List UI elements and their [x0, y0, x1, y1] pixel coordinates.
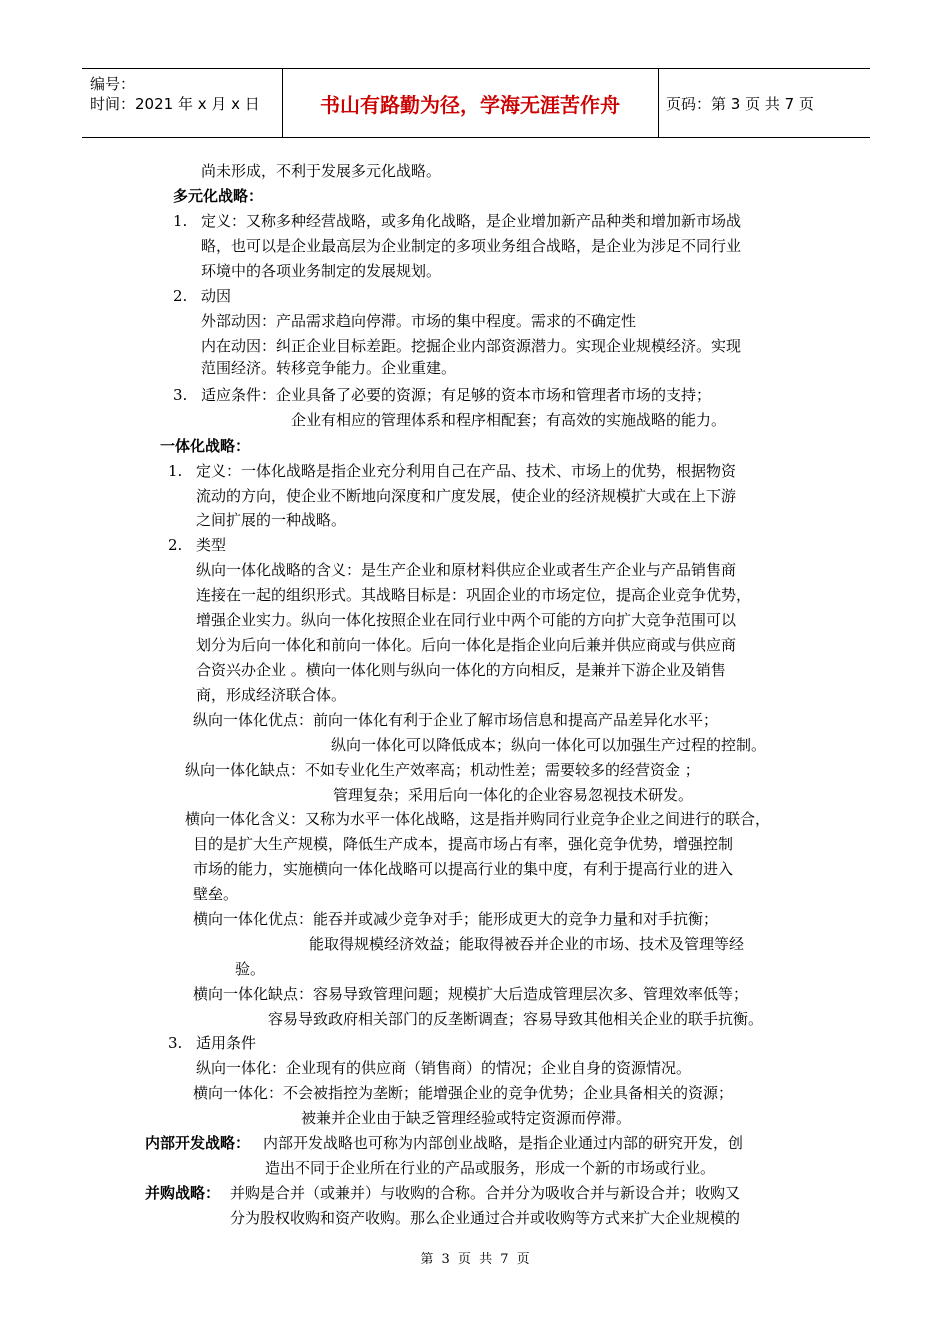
text-line: 适用条件	[196, 1034, 257, 1052]
text-line: 市场的能力，实施横向一体化战略可以提高行业的集中度，有利于提高行业的进入	[193, 860, 734, 878]
text-line: 能取得规模经济效益；能取得被吞并企业的市场、技术及管理等经	[309, 935, 745, 953]
text-line: 外部动因：产品需求趋向停滞。市场的集中程度。需求的不确定性	[201, 312, 637, 330]
text-line: 并购是合并（或兼并）与收购的合称。合并分为吸收合并与新设合并；收购又	[230, 1184, 741, 1202]
text-line: 造出不同于企业所在行业的产品或服务，形成一个新的市场或行业。	[265, 1159, 716, 1177]
text-line: 流动的方向，使企业不断地向深度和广度发展，使企业的经济规模扩大或在上下游	[196, 487, 737, 505]
text-line: 类型	[196, 536, 227, 554]
header-number: 编号：	[90, 75, 136, 93]
text-line: 纵向一体化可以降低成本；纵向一体化可以加强生产过程的控制。	[331, 736, 767, 754]
text-line: 商，形成经济联合体。	[196, 686, 347, 704]
text-line: 分为股权收购和资产收购。那么企业通过合并或收购等方式来扩大企业规模的	[230, 1209, 741, 1227]
text-line: 纵向一体化缺点：不如专业化生产效率高；机动性差；需要较多的经营资金 ；	[185, 761, 700, 779]
page-footer	[0, 1248, 950, 1267]
text-line: 壁垒。	[193, 885, 239, 903]
text-line: 连接在一起的组织形式。其战略目标是：巩固企业的市场定位，提高企业竞争优势，	[196, 586, 752, 604]
section-heading: 一体化战略：	[160, 437, 251, 455]
footer-text: 页	[516, 1252, 530, 1267]
footer-total: 7	[500, 1252, 509, 1267]
text-line: 纵向一体化：企业现有的供应商（销售商）的情况；企业自身的资源情况。	[196, 1059, 692, 1077]
text-line: 横向一体化优点：能吞并或减少竞争对手；能形成更大的竞争力量和对手抗衡；	[193, 910, 719, 928]
text-line: 纵向一体化优点：前向一体化有利于企业了解市场信息和提高产品差异化水平；	[193, 711, 719, 729]
list-number: 1.	[168, 462, 183, 480]
header-page-number: 页码：第 3 页 共 7 页	[666, 94, 814, 113]
text-line: 内部开发战略也可称为内部创业战略，是指企业通过内部的研究开发，创	[263, 1134, 744, 1152]
header-meta	[82, 69, 282, 137]
footer-text: 页	[457, 1252, 471, 1267]
text-line: 目的是扩大生产规模，降低生产成本，提高市场占有率，强化竞争优势，增强控制	[193, 835, 734, 853]
text-line: 划分为后向一体化和前向一体化。后向一体化是指企业向后兼并供应商或与供应商	[196, 636, 737, 654]
list-number: 3.	[168, 1034, 183, 1052]
text-line: 范围经济。转移竞争能力。企业重建。	[201, 359, 457, 377]
list-number: 2.	[173, 287, 188, 305]
text-line: 略，也可以是企业最高层为企业制定的多项业务组合战略，是企业为涉足不同行业	[201, 237, 742, 255]
text-line: 增强企业实力。纵向一体化按照企业在同行业中两个可能的方向扩大竞争范围可以	[196, 611, 737, 629]
section-heading: 多元化战略：	[173, 187, 264, 205]
text-line: 定义：又称多种经营战略，或多角化战略，是企业增加新产品种类和增加新市场战	[201, 212, 742, 230]
page-header	[82, 68, 870, 138]
text-line: 容易导致政府相关部门的反垄断调查；容易导致其他相关企业的联手抗衡。	[268, 1010, 764, 1028]
list-number: 2.	[168, 536, 183, 554]
text-line: 内在动因：纠正企业目标差距。挖掘企业内部资源潜力。实现企业规模经济。实现	[201, 337, 742, 355]
text-line: 被兼并企业由于缺乏管理经验或特定资源而停滞。	[301, 1109, 632, 1127]
text-line: 验。	[235, 960, 266, 978]
text-line: 尚未形成，不利于发展多元化战略。	[201, 162, 442, 180]
text-line: 横向一体化：不会被指控为垄断；能增强企业的竞争优势；企业具备相关的资源；	[193, 1084, 734, 1102]
text-line: 合资兴办企业 。横向一体化则与纵向一体化的方向相反，是兼并下游企业及销售	[196, 661, 726, 679]
footer-text: 共	[479, 1252, 493, 1267]
list-number: 3.	[173, 386, 188, 404]
footer-text: 第	[420, 1252, 434, 1267]
list-number: 1.	[173, 212, 188, 230]
text-line: 管理复杂；采用后向一体化的企业容易忽视技术研发。	[333, 786, 694, 804]
section-heading: 内部开发战略：	[145, 1134, 251, 1152]
text-line: 动因	[201, 287, 232, 305]
text-line: 环境中的各项业务制定的发展规划。	[201, 262, 442, 280]
text-line: 横向一体化缺点：容易导致管理问题；规模扩大后造成管理层次多、管理效率低等；	[193, 985, 749, 1003]
text-line: 横向一体化含义：又称为水平一体化战略，这是指并购同行业竞争企业之间进行的联合，	[185, 810, 771, 828]
header-date: 时间：2021 年 x 月 x 日	[90, 95, 260, 113]
text-line: 纵向一体化战略的含义：是生产企业和原材料供应企业或者生产企业与产品销售商	[196, 561, 737, 579]
text-line: 适应条件：企业具备了必要的资源；有足够的资本市场和管理者市场的支持；	[201, 386, 712, 404]
section-heading: 并购战略：	[145, 1184, 221, 1202]
text-line: 企业有相应的管理体系和程序相配套；有高效的实施战略的能力。	[291, 411, 727, 429]
text-line: 之间扩展的一种战略。	[196, 511, 347, 529]
footer-page: 3	[441, 1252, 450, 1267]
header-motto: 书山有路勤为径，学海无涯苦作舟	[320, 92, 620, 117]
text-line: 定义：一体化战略是指企业充分利用自己在产品、技术、市场上的优势，根据物资	[196, 462, 737, 480]
